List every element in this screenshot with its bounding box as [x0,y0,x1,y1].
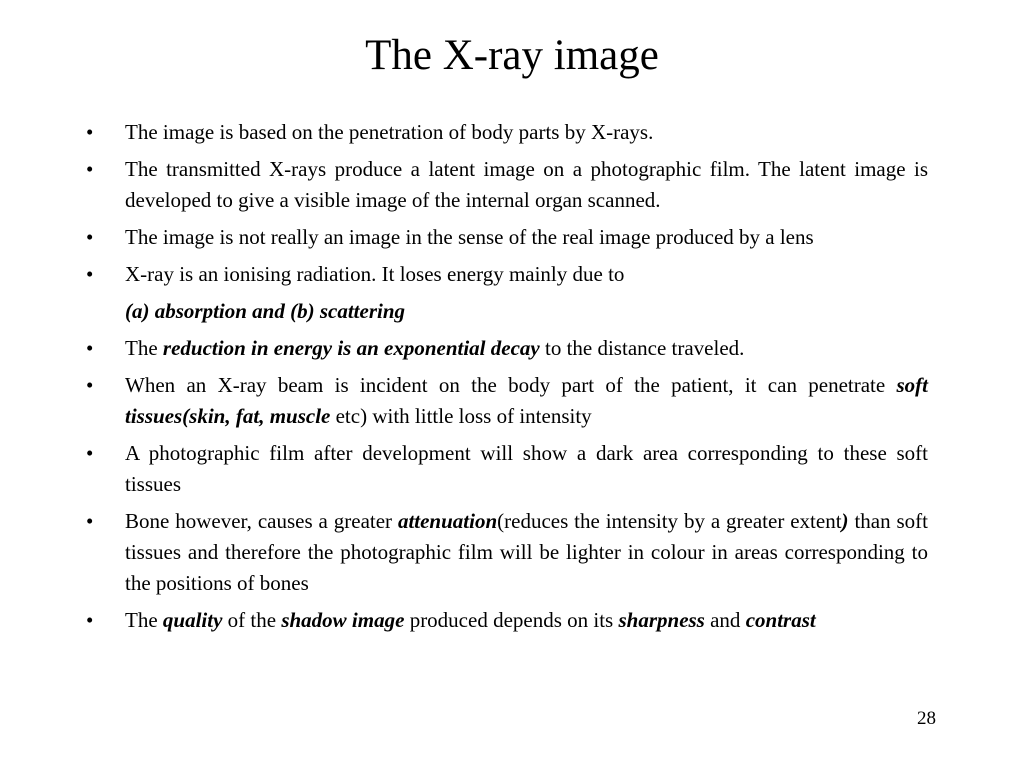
emphasis-text: ) [841,509,849,533]
bullet-item [86,506,928,599]
bullet-text: and [704,608,746,632]
bullet-text: A photographic film after development will show a dark area corresponding to these soft tissues [125,441,928,496]
bullet-icon: • [86,157,94,181]
bullet-text: (reduces the intensity by a greater extent [497,509,842,533]
bullet-item [86,117,928,148]
bullet-item [86,605,928,636]
bullet-item [86,438,928,500]
bullet-text: than soft tissues and therefore the photographic film will be lighter in colour in areas corresponding to the positions of bones [125,509,928,595]
bullet-icon: • [86,225,94,249]
bullet-text: The image is based on the penetration of body parts by X-rays. [125,120,654,144]
emphasis-text: reduction in energy is an exponential decay [162,336,540,360]
slide-title: The X-ray image [365,32,659,79]
bullet-item [86,222,928,253]
bullet-icon: • [86,120,94,144]
bullet-icon: • [86,509,94,533]
bullet-text: of the [222,608,282,632]
bullet-text: etc) with little loss of intensity [330,404,592,428]
emphasis-text: shadow image [281,608,405,632]
bullet-icon: • [86,336,94,360]
bullet-icon: • [86,373,94,397]
bullet-icon: • [86,262,94,286]
bullet-list [86,117,928,642]
emphasis-text: quality [162,608,223,632]
bullet-icon: • [86,441,94,465]
bullet-text: produced depends on its [404,608,619,632]
emphasis-text: soft tissues(skin, fat, muscle [125,373,928,428]
bullet-text: When an X-ray beam is incident on the body part of the patient, it can penetrate [125,373,897,397]
emphasis-text: sharpness [618,608,705,632]
bullet-icon: • [86,608,94,632]
bullet-item [86,333,928,364]
emphasis-text: attenuation [397,509,498,533]
bullet-item [86,154,928,216]
emphasis-text: (a) absorption and (b) scattering [125,299,406,323]
bullet-text: The image is not really an image in the sense of the real image produced by a lens [125,225,814,249]
bullet-item [86,370,928,432]
bullet-item [86,259,928,290]
bullet-subline [86,296,928,327]
bullet-text: to the distance traveled. [539,336,745,360]
bullet-text: X-ray is an ionising radiation. It loses energy mainly due to [125,262,625,286]
bullet-text: The [125,608,163,632]
page-number: 28 [917,708,936,729]
bullet-text: Bone however, causes a greater [125,509,398,533]
bullet-text: The [125,336,163,360]
bullet-text: The transmitted X-rays produce a latent image on a photographic film. The latent image is developed to give a visible image of the internal organ scanned. [125,157,928,212]
emphasis-text: contrast [745,608,816,632]
